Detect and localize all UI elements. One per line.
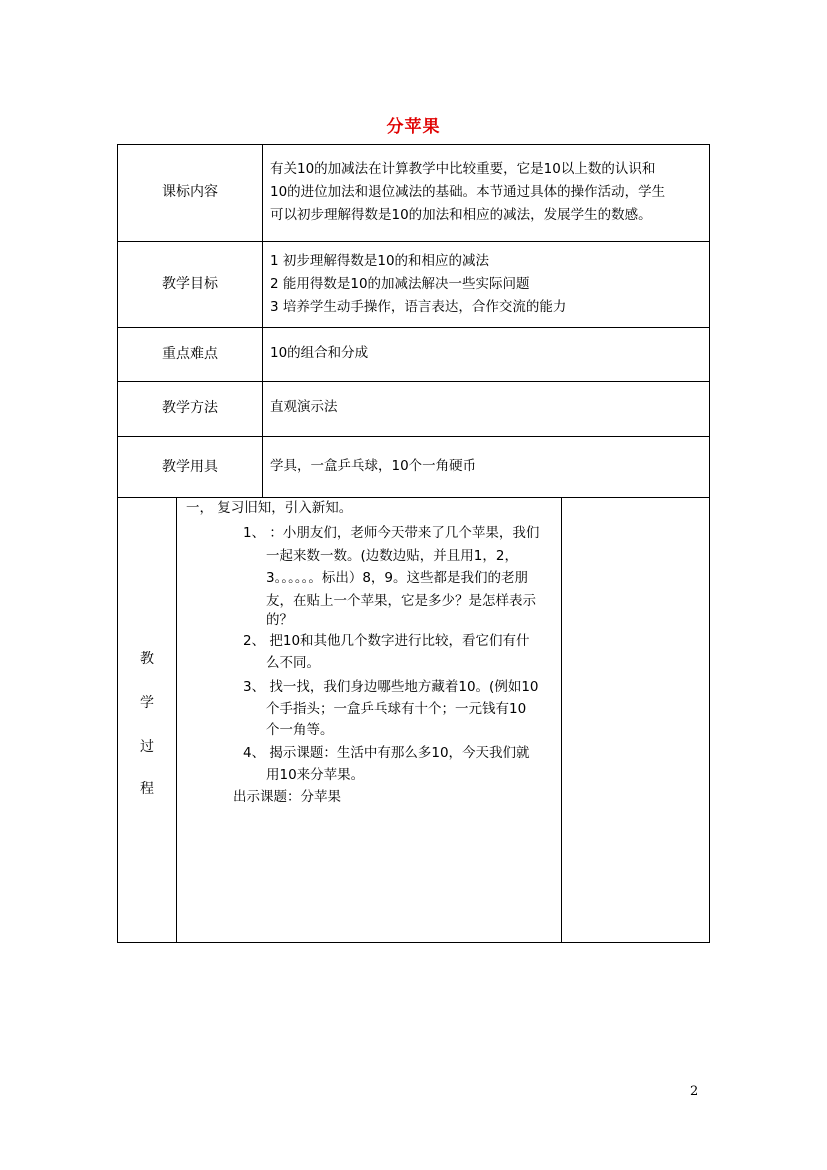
table-border-right [709,144,710,943]
content-line: 可以初步理解得数是10的加法和相应的减法，发展学生的数感。 [270,207,652,223]
process-label-char: 过 [140,739,154,755]
table-border-left [117,144,118,943]
content-line: 学具，一盒乒乓球，10个一角硬币 [270,458,477,474]
content-line: 3、 找一找，我们身边哪些地方藏着10。(例如10 [243,679,539,695]
content-line: 2、 把10和其他几个数字进行比较，看它们有什 [243,633,530,649]
content-line: 2 能用得数是10的加减法解决一些实际问题 [270,276,530,292]
row-label: 教学用具 [162,459,218,475]
content-line: 10的组合和分成 [270,345,369,361]
row-label: 课标内容 [162,184,218,200]
row-content [270,342,708,365]
table-border-top [117,144,710,145]
content-line: 4、 揭示课题：生活中有那么多10，今天我们就 [243,745,530,761]
process-label-char: 程 [140,781,154,797]
content-line: 个一角等。 [266,722,334,738]
page-number: 2 [690,1084,699,1099]
content-line: 么不同。 [266,655,320,671]
table-border-bottom [117,942,710,943]
content-line: 友，在贴上一个苹果，它是多少？是怎样表示 [266,593,536,609]
row-label: 教学目标 [162,276,218,292]
row-label: 教学方法 [162,400,218,416]
row-divider [117,327,710,328]
content-line: 个手指头；一盒乒乓球有十个；一元钱有10 [266,701,527,717]
column-divider [561,497,562,943]
content-line: 直观演示法 [270,399,338,415]
process-label-char: 学 [140,695,154,711]
content-line: 1 初步理解得数是10的和相应的减法 [270,253,490,269]
content-line: 一起来数一数。(边数边贴，并且用1，2， [266,548,518,564]
row-label: 重点难点 [162,346,218,362]
content-line: 的？ [266,612,293,628]
row-divider [117,436,710,437]
content-line: 一， 复习旧知，引入新知。 [186,500,353,516]
row-divider [117,241,710,242]
content-line: 3 培养学生动手操作，语言表达，合作交流的能力 [270,299,567,315]
content-line: 出示课题：分苹果 [233,789,341,805]
row-divider [117,381,710,382]
column-divider [176,497,177,943]
row-content [270,455,708,478]
process-label-char: 教 [140,651,154,667]
column-divider [262,144,263,497]
row-content [270,250,708,319]
row-content [270,396,708,419]
document-title: 分苹果 [386,117,441,137]
content-line: 用10来分苹果。 [266,767,365,783]
content-line: 10的进位加法和退位减法的基础。本节通过具体的操作活动，学生 [270,184,666,200]
row-content [270,158,708,227]
content-line: 3。。。。。。标出）8，9。这些都是我们的老朋 [266,570,529,586]
content-line: 有关10的加减法在计算教学中比较重要，它是10以上数的认识和 [270,161,656,177]
content-line: 1、 ：小朋友们，老师今天带来了几个苹果，我们 [243,525,540,541]
